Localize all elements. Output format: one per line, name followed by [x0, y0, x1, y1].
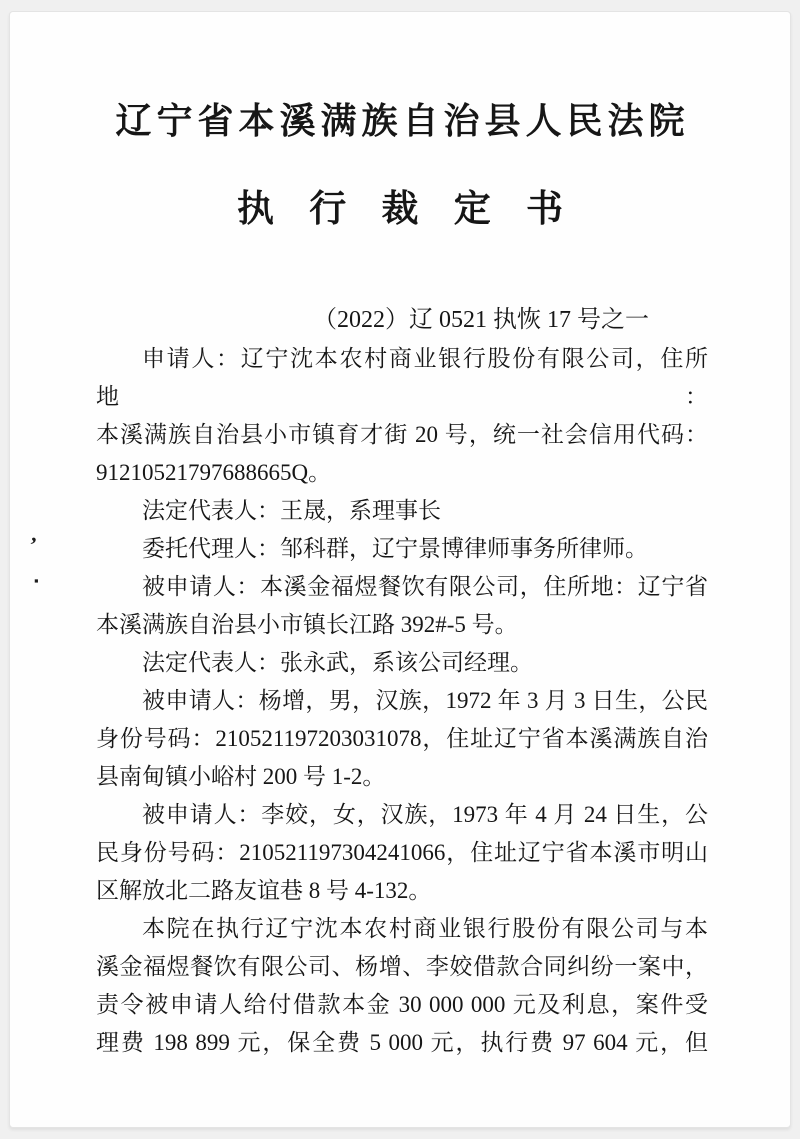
text-line: 区解放北二路友谊巷 8 号 4-132。	[96, 878, 432, 903]
text-line: 被申请人：本溪金福煜餐饮有限公司，住所地：辽宁省	[142, 574, 708, 599]
text-line: 民身份号码：210521197304241066，住址辽宁省本溪市明山	[96, 840, 708, 865]
paragraph-respondent-lijiao	[96, 796, 708, 910]
text-line: 本溪满族自治县小市镇育才街 20 号，统一社会信用代码：	[96, 422, 708, 447]
paragraph-agent	[96, 530, 708, 568]
document-body	[10, 340, 790, 1062]
scan-artifact-comma-mark: ‚	[29, 520, 41, 547]
paragraph-applicant	[96, 340, 708, 492]
text-line: 被申请人：李姣，女，汉族，1973 年 4 月 24 日生，公	[142, 802, 708, 827]
text-line: 县南甸镇小峪村 200 号 1-2。	[96, 764, 386, 789]
paragraph-case-background	[96, 910, 708, 1062]
text-line: 法定代表人：张永武，系该公司经理。	[142, 650, 533, 675]
text-line: 被申请人：杨增，男，汉族，1972 年 3 月 3 日生，公民	[142, 688, 708, 713]
paragraph-legal-rep-applicant	[96, 492, 708, 530]
paragraph-respondent-company	[96, 568, 708, 644]
text-line: 身份号码：210521197203031078，住址辽宁省本溪满族自治	[96, 726, 708, 751]
text-line: 91210521797688665Q。	[96, 460, 332, 485]
text-line: 责令被申请人给付借款本金 30 000 000 元及利息，案件受	[96, 992, 708, 1017]
text-line: 本院在执行辽宁沈本农村商业银行股份有限公司与本	[142, 916, 708, 941]
text-line: 申请人：辽宁沈本农村商业银行股份有限公司，住所地：	[96, 346, 708, 409]
court-name-heading: 辽宁省本溪满族自治县人民法院	[115, 101, 690, 141]
text-line: 委托代理人：邹科群，辽宁景博律师事务所律师。	[142, 536, 648, 561]
scan-artifact-dot-mark: ▪	[34, 573, 39, 588]
text-line: 本溪满族自治县小市镇长江路 392#-5 号。	[96, 612, 518, 637]
paragraph-respondent-yangzeng	[96, 682, 708, 796]
case-number: （2022）辽 0521 执恢 17 号之一	[313, 307, 649, 333]
document-page	[9, 11, 791, 1128]
text-line: 溪金福煜餐饮有限公司、杨增、李姣借款合同纠纷一案中，	[96, 954, 708, 979]
text-line: 法定代表人：王晟，系理事长	[142, 498, 441, 523]
paragraph-legal-rep-respondent	[96, 644, 708, 682]
document-title: 执 行 裁 定 书	[237, 189, 576, 230]
text-line: 理费 198 899 元，保全费 5 000 元，执行费 97 604 元，但	[96, 1030, 708, 1055]
